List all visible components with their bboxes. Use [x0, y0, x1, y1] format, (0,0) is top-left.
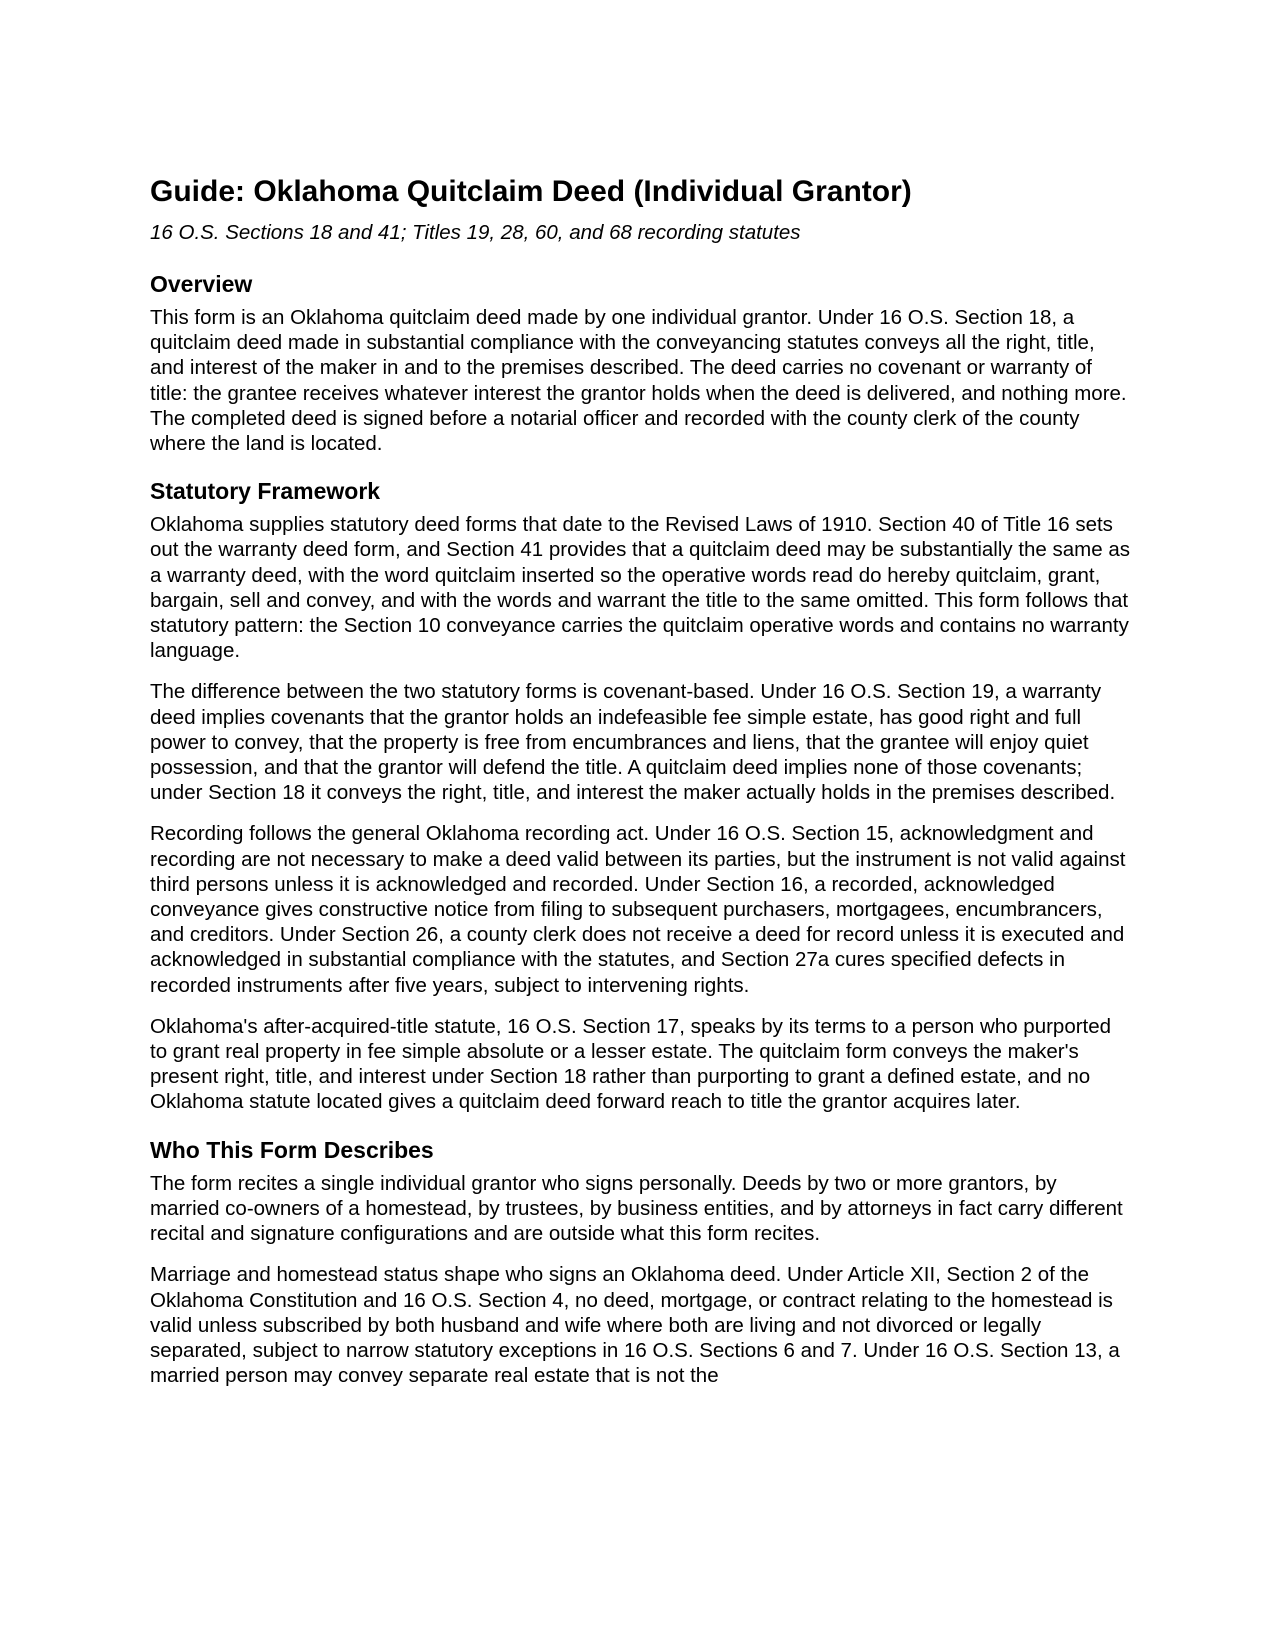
describes-paragraph-2: Marriage and homestead status shape who signs an Oklahoma deed. Under Article XII, Section 2 of the Oklahoma Constitution and 16 O.S. Section 4, no deed, mortgage, or contract relating to the homestead is valid unless subscribed by both husband and wife where both are living and not divorced or legally separated, subject to narrow statutory exceptions in 16 O.S. Sections 6 and 7. Under 16 O.S. Section 13, a married person may convey separate real estate that is not the: [150, 1263, 1120, 1388]
section-heading-statutory-framework: Statutory Framework: [150, 478, 381, 505]
overview-paragraph-1: This form is an Oklahoma quitclaim deed made by one individual grantor. Under 16 O.S. Section 18, a quitclaim deed made in substantial compliance with the conveyancing statutes conveys all the right, title, and interest of the maker in and to the premises described. The deed carries no covenant or warranty of title: the grantee receives whatever interest the grantor holds when the deed is delivered, and nothing more. The completed deed is signed before a notarial officer and recorded with the county clerk of the county where the land is located.: [150, 306, 1127, 456]
document-subtitle: 16 O.S. Sections 18 and 41; Titles 19, 28, 60, and 68 recording statutes: [150, 221, 801, 244]
section-heading-overview: Overview: [150, 271, 253, 297]
describes-paragraph-1: The form recites a single individual grantor who signs personally. Deeds by two or more grantors, by married co-owners of a homestead, by trustees, by business entities, and by attorneys in fact carry different recital and signature configurations and are outside what this form recites.: [150, 1171, 1123, 1246]
framework-paragraph-1: Oklahoma supplies statutory deed forms that date to the Revised Laws of 1910. Section 40 of Title 16 sets out the warranty deed form, and Section 41 provides that a quitclaim deed may be substantially the same as a warranty deed, with the word quitclaim inserted so the operative words read do hereby quitclaim, grant, bargain, sell and convey, and with the words and warrant the title to the same omitted. This form follows that statutory pattern: the Section 10 conveyance carries the quitclaim operative words and contains no warranty language.: [150, 513, 1130, 663]
section-heading-who-this-form-describes: Who This Form Describes: [150, 1136, 434, 1163]
framework-paragraph-2: The difference between the two statutory forms is covenant-based. Under 16 O.S. Section 19, a warranty deed implies covenants that the grantor holds an indefeasible fee simple estate, has good right and full power to convey, that the property is free from encumbrances and liens, that the grantee will enjoy quiet possession, and that the grantor will defend the title. A quitclaim deed implies none of those covenants; under Section 18 it conveys the right, title, and interest the maker actually holds in the premises described.: [150, 680, 1116, 805]
document-title: Guide: Oklahoma Quitclaim Deed (Individual Grantor): [150, 175, 912, 208]
framework-paragraph-3: Recording follows the general Oklahoma recording act. Under 16 O.S. Section 15, acknowledgment and recording are not necessary to make a deed valid between its parties, but the instrument is not valid against third persons unless it is acknowledged and recorded. Under Section 16, a recorded, acknowledged conveyance gives constructive notice from filing to subsequent purchasers, mortgagees, encumbrancers, and creditors. Under Section 26, a county clerk does not receive a deed for record unless it is executed and acknowledged in substantial compliance with the statutes, and Section 27a cures specified defects in recorded instruments after five years, subject to intervening rights.: [150, 822, 1126, 997]
document-page: [150, 172, 1130, 1388]
framework-paragraph-4: Oklahoma's after-acquired-title statute, 16 O.S. Section 17, speaks by its terms to a person who purported to grant real property in fee simple absolute or a lesser estate. The quitclaim form conveys the maker's present right, title, and interest under Section 18 rather than purporting to grant a defined estate, and no Oklahoma statute located gives a quitclaim deed forward reach to title the grantor acquires later.: [150, 1014, 1112, 1114]
